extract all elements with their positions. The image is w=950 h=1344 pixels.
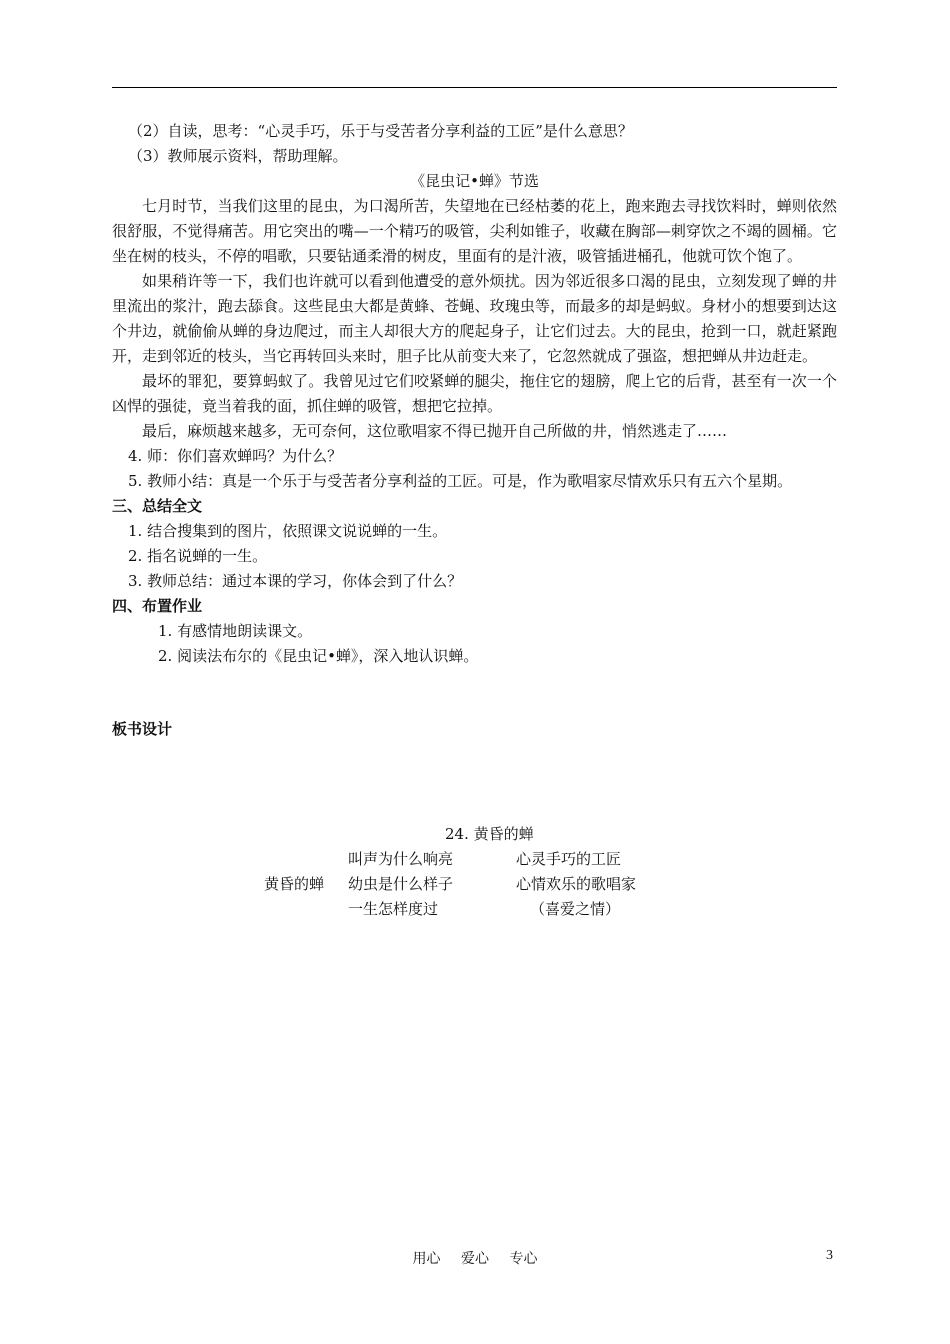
section-4-heading: 四、布置作业 [112, 597, 203, 615]
page-number: 3 [826, 1248, 833, 1263]
document-body [112, 119, 837, 742]
board-middle-item: 一生怎样度过 [348, 900, 439, 918]
board-right-item: （喜爱之情） [530, 900, 621, 918]
excerpt-paragraph: 如果稍许等一下，我们也许就可以看到他遭受的意外烦扰。因为邻近很多口渴的昆虫，立刻发现了蝉的井里流出的浆汁，跑去舔食。这些昆虫大都是黄蜂、苍蝇、玫瑰虫等，而最多的却是蚂蚁。身材小的想要到达这个井边，就偷偷从蝉的身边爬过，而主人却很大方的爬起身子，让它们过去。大的昆虫，抢到一口，就赶紧跑开，走到邻近的枝头，当它再转回头来时，胆子比从前变大来了，它忽然就成了强盗，想把蝉从井边赶走。 [112, 272, 837, 365]
footer-word: 专心 [509, 1251, 538, 1267]
section-3-heading: 三、总结全文 [112, 497, 203, 515]
page-footer [0, 1248, 950, 1268]
board-heading: 板书设计 [112, 720, 173, 738]
excerpt-paragraph: 最后，麻烦越来越多，无可奈何，这位歌唱家不得已抛开自己所做的井，悄然逃走了…… [142, 422, 728, 440]
section-4-item: 1. 有感情地朗读课文。 [158, 622, 313, 640]
item-4: 4. 师：你们喜欢蝉吗？为什么？ [128, 447, 343, 465]
section-3-item: 2. 指名说蝉的一生。 [128, 547, 268, 565]
section-3-item: 3. 教师总结：通过本课的学习，你体会到了什么？ [128, 572, 463, 590]
step-2: （2）自读，思考：“心灵手巧，乐于与受苦者分享利益的工匠”是什么意思？ [128, 122, 633, 140]
footer-word: 爱心 [461, 1251, 489, 1267]
step-3: （3）教师展示资料，帮助理解。 [128, 147, 348, 165]
excerpt-title: 《昆虫记•蝉》节选 [410, 172, 539, 190]
board-right-item: 心情欢乐的歌唱家 [516, 875, 637, 893]
board-left-label: 黄昏的蝉 [264, 875, 325, 893]
board-right-item: 心灵手巧的工匠 [516, 850, 622, 868]
excerpt-paragraph: 七月时节，当我们这里的昆虫，为口渴所苦，失望地在已经枯萎的花上，跑来跑去寻找饮料时，蝉则依然很舒服，不觉得痛苦。用它突出的嘴—一个精巧的吸管，尖利如锥子，收藏在胸部—刺穿饮之不竭的圆桶。它坐在树的枝头，不停的唱歌，只要钻通柔滑的树皮，里面有的是汁液，吸管插进桶孔，他就可饮个饱了。 [112, 197, 837, 265]
section-4-item: 2. 阅读法布尔的《昆虫记•蝉》，深入地认识蝉。 [158, 647, 479, 665]
board-title: 24. 黄昏的蝉 [445, 825, 534, 843]
board-middle-item: 叫声为什么响亮 [348, 850, 454, 868]
board-middle-item: 幼虫是什么样子 [348, 875, 454, 893]
footer-word: 用心 [412, 1251, 441, 1267]
excerpt-paragraph: 最坏的罪犯，要算蚂蚁了。我曾见过它们咬紧蝉的腿尖，拖住它的翅膀，爬上它的后背，甚至有一次一个凶悍的强徒，竟当着我的面，抓住蝉的吸管，想把它拉掉。 [112, 372, 837, 415]
item-5: 5. 教师小结：真是一个乐于与受苦者分享利益的工匠。可是，作为歌唱家尽情欢乐只有五六个星期。 [128, 472, 793, 490]
header-rule [112, 87, 837, 88]
section-3-item: 1. 结合搜集到的图片，依照课文说说蝉的一生。 [128, 522, 448, 540]
